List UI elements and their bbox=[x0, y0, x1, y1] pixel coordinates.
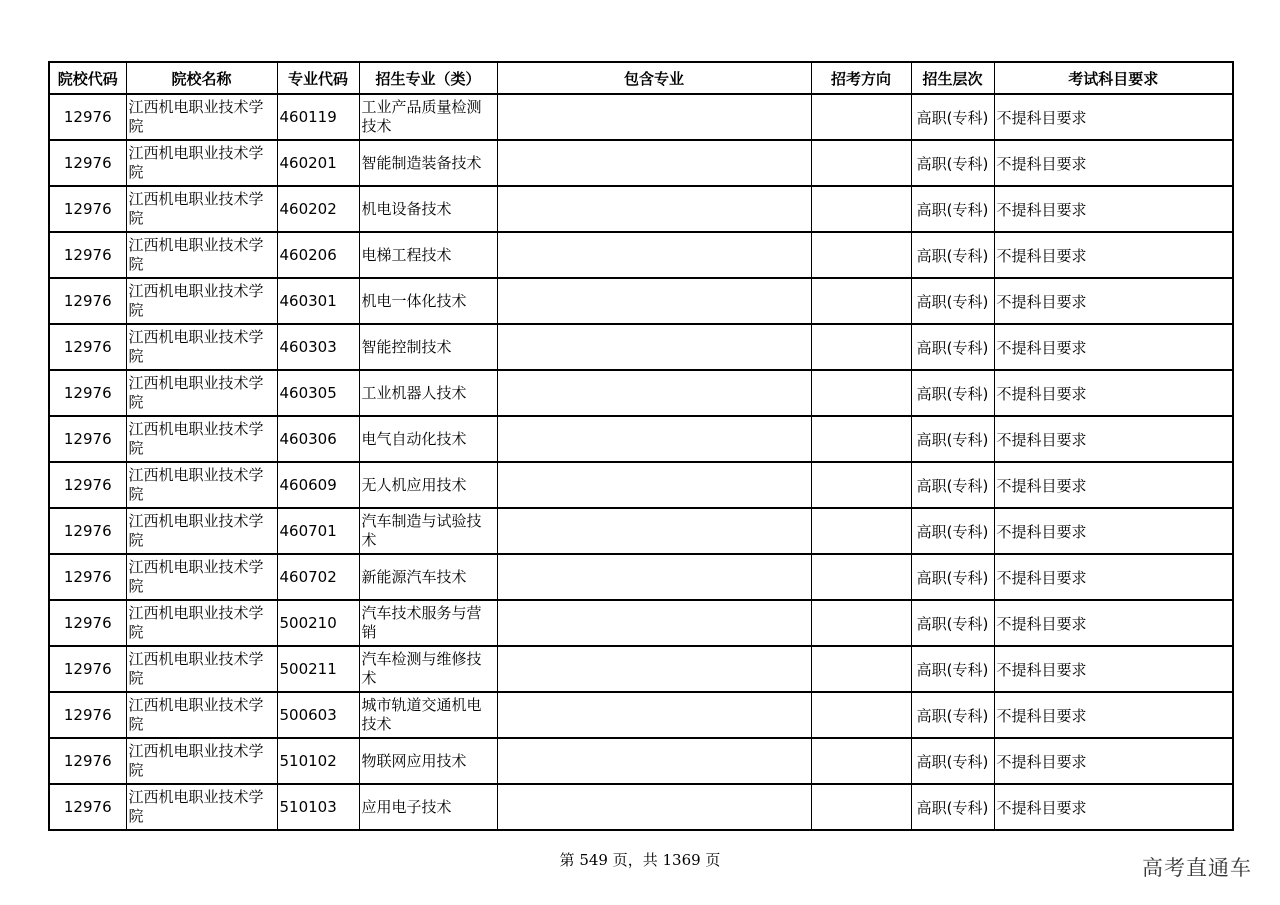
requirement-cell: 不提科目要求 bbox=[994, 232, 1233, 278]
header-included-majors: 包含专业 bbox=[497, 62, 811, 94]
level-cell: 高职(专科) bbox=[911, 232, 994, 278]
school-name-cell: 江西机电职业技术学院 bbox=[126, 462, 277, 508]
school-name-cell: 江西机电职业技术学院 bbox=[126, 324, 277, 370]
school-name-cell: 江西机电职业技术学院 bbox=[126, 278, 277, 324]
requirement-cell: 不提科目要求 bbox=[994, 94, 1233, 140]
major-name-cell: 电梯工程技术 bbox=[359, 232, 497, 278]
direction-cell bbox=[811, 692, 911, 738]
direction-cell bbox=[811, 784, 911, 830]
header-row bbox=[49, 62, 1233, 94]
school-name-cell: 江西机电职业技术学院 bbox=[126, 646, 277, 692]
major-code-cell: 510103 bbox=[277, 784, 359, 830]
level-cell: 高职(专科) bbox=[911, 94, 994, 140]
included-majors-cell bbox=[497, 554, 811, 600]
level-cell: 高职(专科) bbox=[911, 508, 994, 554]
requirement-cell: 不提科目要求 bbox=[994, 278, 1233, 324]
level-cell: 高职(专科) bbox=[911, 324, 994, 370]
major-code-cell: 460701 bbox=[277, 508, 359, 554]
major-code-cell: 460305 bbox=[277, 370, 359, 416]
school-code-cell: 12976 bbox=[49, 324, 126, 370]
major-name-cell: 机电一体化技术 bbox=[359, 278, 497, 324]
table-row bbox=[49, 416, 1233, 462]
included-majors-cell bbox=[497, 324, 811, 370]
requirement-cell: 不提科目要求 bbox=[994, 370, 1233, 416]
major-name-cell: 智能制造装备技术 bbox=[359, 140, 497, 186]
major-code-cell: 460306 bbox=[277, 416, 359, 462]
school-name-cell: 江西机电职业技术学院 bbox=[126, 94, 277, 140]
school-name-cell: 江西机电职业技术学院 bbox=[126, 370, 277, 416]
requirement-cell: 不提科目要求 bbox=[994, 600, 1233, 646]
level-cell: 高职(专科) bbox=[911, 738, 994, 784]
table-row bbox=[49, 508, 1233, 554]
school-name-cell: 江西机电职业技术学院 bbox=[126, 140, 277, 186]
included-majors-cell bbox=[497, 738, 811, 784]
table-row bbox=[49, 186, 1233, 232]
level-cell: 高职(专科) bbox=[911, 186, 994, 232]
school-code-cell: 12976 bbox=[49, 94, 126, 140]
included-majors-cell bbox=[497, 140, 811, 186]
major-name-cell: 应用电子技术 bbox=[359, 784, 497, 830]
requirement-cell: 不提科目要求 bbox=[994, 692, 1233, 738]
major-code-cell: 460303 bbox=[277, 324, 359, 370]
school-name-cell: 江西机电职业技术学院 bbox=[126, 600, 277, 646]
direction-cell bbox=[811, 554, 911, 600]
table-row bbox=[49, 554, 1233, 600]
table-row bbox=[49, 692, 1233, 738]
school-name-cell: 江西机电职业技术学院 bbox=[126, 738, 277, 784]
table-row bbox=[49, 278, 1233, 324]
major-name-cell: 智能控制技术 bbox=[359, 324, 497, 370]
major-code-cell: 460702 bbox=[277, 554, 359, 600]
header-level: 招生层次 bbox=[911, 62, 994, 94]
direction-cell bbox=[811, 600, 911, 646]
requirement-cell: 不提科目要求 bbox=[994, 784, 1233, 830]
direction-cell bbox=[811, 738, 911, 784]
page-number-footer: 第 549 页，共 1369 页 bbox=[559, 851, 721, 869]
included-majors-cell bbox=[497, 94, 811, 140]
included-majors-cell bbox=[497, 784, 811, 830]
major-name-cell: 工业产品质量检测技术 bbox=[359, 94, 497, 140]
school-code-cell: 12976 bbox=[49, 600, 126, 646]
admission-table bbox=[48, 61, 1234, 831]
header-school-name: 院校名称 bbox=[126, 62, 277, 94]
major-name-cell: 城市轨道交通机电技术 bbox=[359, 692, 497, 738]
major-code-cell: 460119 bbox=[277, 94, 359, 140]
included-majors-cell bbox=[497, 600, 811, 646]
header-major-code: 专业代码 bbox=[277, 62, 359, 94]
table-row bbox=[49, 600, 1233, 646]
major-code-cell: 500210 bbox=[277, 600, 359, 646]
school-code-cell: 12976 bbox=[49, 784, 126, 830]
school-code-cell: 12976 bbox=[49, 462, 126, 508]
table-body bbox=[49, 94, 1233, 830]
major-code-cell: 500603 bbox=[277, 692, 359, 738]
direction-cell bbox=[811, 508, 911, 554]
major-code-cell: 460202 bbox=[277, 186, 359, 232]
requirement-cell: 不提科目要求 bbox=[994, 462, 1233, 508]
direction-cell bbox=[811, 94, 911, 140]
level-cell: 高职(专科) bbox=[911, 554, 994, 600]
level-cell: 高职(专科) bbox=[911, 600, 994, 646]
header-requirement: 考试科目要求 bbox=[994, 62, 1233, 94]
level-cell: 高职(专科) bbox=[911, 140, 994, 186]
major-code-cell: 460609 bbox=[277, 462, 359, 508]
level-cell: 高职(专科) bbox=[911, 646, 994, 692]
direction-cell bbox=[811, 278, 911, 324]
included-majors-cell bbox=[497, 186, 811, 232]
school-name-cell: 江西机电职业技术学院 bbox=[126, 554, 277, 600]
major-code-cell: 460206 bbox=[277, 232, 359, 278]
table-row bbox=[49, 94, 1233, 140]
school-name-cell: 江西机电职业技术学院 bbox=[126, 784, 277, 830]
level-cell: 高职(专科) bbox=[911, 278, 994, 324]
school-code-cell: 12976 bbox=[49, 278, 126, 324]
major-code-cell: 500211 bbox=[277, 646, 359, 692]
school-name-cell: 江西机电职业技术学院 bbox=[126, 416, 277, 462]
requirement-cell: 不提科目要求 bbox=[994, 508, 1233, 554]
school-code-cell: 12976 bbox=[49, 370, 126, 416]
level-cell: 高职(专科) bbox=[911, 370, 994, 416]
requirement-cell: 不提科目要求 bbox=[994, 416, 1233, 462]
level-cell: 高职(专科) bbox=[911, 462, 994, 508]
school-code-cell: 12976 bbox=[49, 554, 126, 600]
requirement-cell: 不提科目要求 bbox=[994, 324, 1233, 370]
school-code-cell: 12976 bbox=[49, 646, 126, 692]
school-code-cell: 12976 bbox=[49, 738, 126, 784]
school-name-cell: 江西机电职业技术学院 bbox=[126, 232, 277, 278]
school-code-cell: 12976 bbox=[49, 140, 126, 186]
major-name-cell: 机电设备技术 bbox=[359, 186, 497, 232]
level-cell: 高职(专科) bbox=[911, 416, 994, 462]
requirement-cell: 不提科目要求 bbox=[994, 186, 1233, 232]
school-name-cell: 江西机电职业技术学院 bbox=[126, 186, 277, 232]
requirement-cell: 不提科目要求 bbox=[994, 646, 1233, 692]
included-majors-cell bbox=[497, 370, 811, 416]
requirement-cell: 不提科目要求 bbox=[994, 140, 1233, 186]
table-row bbox=[49, 324, 1233, 370]
major-name-cell: 汽车检测与维修技术 bbox=[359, 646, 497, 692]
school-code-cell: 12976 bbox=[49, 508, 126, 554]
direction-cell bbox=[811, 324, 911, 370]
table-row bbox=[49, 738, 1233, 784]
requirement-cell: 不提科目要求 bbox=[994, 738, 1233, 784]
included-majors-cell bbox=[497, 416, 811, 462]
included-majors-cell bbox=[497, 692, 811, 738]
major-name-cell: 新能源汽车技术 bbox=[359, 554, 497, 600]
major-code-cell: 460201 bbox=[277, 140, 359, 186]
included-majors-cell bbox=[497, 462, 811, 508]
included-majors-cell bbox=[497, 232, 811, 278]
requirement-cell: 不提科目要求 bbox=[994, 554, 1233, 600]
table-row bbox=[49, 784, 1233, 830]
header-direction: 招考方向 bbox=[811, 62, 911, 94]
school-name-cell: 江西机电职业技术学院 bbox=[126, 508, 277, 554]
level-cell: 高职(专科) bbox=[911, 784, 994, 830]
direction-cell bbox=[811, 186, 911, 232]
major-name-cell: 无人机应用技术 bbox=[359, 462, 497, 508]
major-name-cell: 汽车技术服务与营销 bbox=[359, 600, 497, 646]
major-name-cell: 物联网应用技术 bbox=[359, 738, 497, 784]
table-row bbox=[49, 140, 1233, 186]
major-name-cell: 电气自动化技术 bbox=[359, 416, 497, 462]
included-majors-cell bbox=[497, 278, 811, 324]
direction-cell bbox=[811, 370, 911, 416]
table-row bbox=[49, 232, 1233, 278]
direction-cell bbox=[811, 232, 911, 278]
direction-cell bbox=[811, 462, 911, 508]
direction-cell bbox=[811, 416, 911, 462]
table-row bbox=[49, 370, 1233, 416]
direction-cell bbox=[811, 646, 911, 692]
school-code-cell: 12976 bbox=[49, 232, 126, 278]
included-majors-cell bbox=[497, 646, 811, 692]
school-name-cell: 江西机电职业技术学院 bbox=[126, 692, 277, 738]
school-code-cell: 12976 bbox=[49, 186, 126, 232]
table-row bbox=[49, 646, 1233, 692]
major-name-cell: 汽车制造与试验技术 bbox=[359, 508, 497, 554]
major-name-cell: 工业机器人技术 bbox=[359, 370, 497, 416]
header-school-code: 院校代码 bbox=[49, 62, 126, 94]
direction-cell bbox=[811, 140, 911, 186]
school-code-cell: 12976 bbox=[49, 416, 126, 462]
major-code-cell: 510102 bbox=[277, 738, 359, 784]
included-majors-cell bbox=[497, 508, 811, 554]
level-cell: 高职(专科) bbox=[911, 692, 994, 738]
header-major: 招生专业（类） bbox=[359, 62, 497, 94]
table-row bbox=[49, 462, 1233, 508]
major-code-cell: 460301 bbox=[277, 278, 359, 324]
school-code-cell: 12976 bbox=[49, 692, 126, 738]
watermark-text: 高考直通车 bbox=[1142, 856, 1252, 880]
